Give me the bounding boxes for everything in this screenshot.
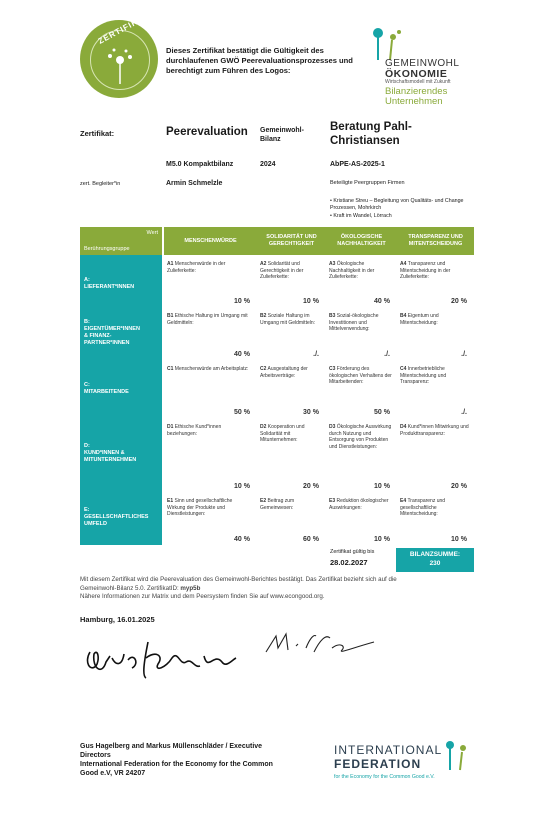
matrix-cell xyxy=(167,313,252,360)
cell-text: Ökologische Nachhaltigkeit in der Zulieferkette: xyxy=(329,261,375,280)
cell-text: Ausgestaltung der Arbeitsverträge: xyxy=(260,366,308,379)
cell-value: 10 % xyxy=(451,536,467,543)
cell-description xyxy=(260,498,321,511)
cert-id: AbPE-AS-2025-1 xyxy=(330,161,385,168)
federation-logo-icon xyxy=(440,738,470,772)
companion-name: Armin Schmelzle xyxy=(166,180,223,187)
cell-description xyxy=(167,424,252,437)
cell-code: B1 xyxy=(167,313,174,319)
cell-description xyxy=(329,424,392,450)
matrix-cell xyxy=(260,313,321,360)
cell-text: Reduktion ökologischer Auswirkungen: xyxy=(329,498,389,511)
cell-value: 40 % xyxy=(234,351,250,358)
cell-text: Ökologische Auswirkung durch Nutzung und Entsorgung von Produkten und Dienstleistungen: xyxy=(329,424,392,450)
cell-code: E1 xyxy=(167,498,174,504)
signatories-line4: Good e.V, VR 24207 xyxy=(80,770,146,777)
matrix-cell xyxy=(329,498,392,545)
cell-value: 40 % xyxy=(374,298,390,305)
signatories xyxy=(80,742,320,778)
matrix-cell xyxy=(329,261,392,307)
cell-text: Menschenwürde am Arbeitsplatz: xyxy=(174,366,249,372)
federation-logo-line2: FEDERATION xyxy=(334,757,422,771)
cell-text: Beitrag zum Gemeinwesen: xyxy=(260,498,295,511)
cell-value: 20 % xyxy=(451,483,467,490)
matrix-cell xyxy=(400,498,469,545)
cell-code: E3 xyxy=(329,498,336,504)
cell-code: B4 xyxy=(400,313,407,319)
matrix-cell xyxy=(400,313,469,360)
signature-left xyxy=(82,632,242,682)
matrix-cell xyxy=(329,313,392,360)
cell-value: 50 % xyxy=(374,409,390,416)
matrix-cell xyxy=(400,261,469,307)
cell-description xyxy=(400,424,469,437)
cell-text: Ethische Haltung im Umgang mit Geldmitteln: xyxy=(167,313,248,326)
cell-description xyxy=(167,366,252,373)
matrix-cell xyxy=(260,498,321,545)
federation-logo-line3: for the Economy for the Common Good e.V. xyxy=(334,774,435,780)
cell-code: D4 xyxy=(400,424,407,430)
footer-line2 xyxy=(80,585,500,594)
bilanzsumme-box xyxy=(396,548,474,572)
bilanzsumme-label: BILANZSUMME: xyxy=(409,551,461,558)
cell-text: Solidarität und Gerechtigkeit in der Zulieferkette: xyxy=(260,261,304,280)
matrix-corner xyxy=(80,227,162,255)
signatories-line1: Gus Hagelberg and Markus Müllenschläder / Executive xyxy=(80,743,263,750)
cell-code: E2 xyxy=(260,498,267,504)
cell-text: Kooperation und Solidarität mit Mitunternehmen: xyxy=(260,424,305,443)
cell-code: D3 xyxy=(329,424,336,430)
intro-text: Dieses Zertifikat bestätigt die Gültigkeit des durchlaufenen GWÖ Peerevaluationsprozesses und berechtigt zum Führen des Logos: xyxy=(166,46,353,75)
cell-description xyxy=(167,261,252,274)
cell-value: 60 % xyxy=(303,536,319,543)
balance-version: M5.0 Kompaktbilanz xyxy=(166,161,234,168)
cell-description xyxy=(329,366,392,386)
cell-description xyxy=(329,313,392,333)
gwoe-logo-line5: Unternehmen xyxy=(385,96,443,107)
footer-text xyxy=(80,576,500,602)
cell-text: Innerbetriebliche Mitentscheidung und Transparenz: xyxy=(400,366,447,385)
footer-line1: Mit diesem Zertifikat wird die Peerevaluation des Gemeinwohl-Berichtes bestätigt. Das Zertifikat bezieht sich auf die xyxy=(80,576,397,583)
column-header: TRANSPARENZ UND MITENTSCHEIDUNG xyxy=(397,227,474,255)
matrix-cell xyxy=(167,498,252,545)
cell-text: Menschenwürde in der Zulieferkette: xyxy=(167,261,226,274)
place-date: Hamburg, 16.01.2025 xyxy=(80,615,155,624)
cell-description xyxy=(400,313,469,326)
signature-right xyxy=(262,628,382,658)
cell-value: 40 % xyxy=(234,536,250,543)
cell-code: A1 xyxy=(167,261,174,267)
cell-value: 50 % xyxy=(234,409,250,416)
cell-description xyxy=(329,498,392,511)
cell-value: 10 % xyxy=(303,298,319,305)
column-header: ÖKOLOGISCHE NACHHALTIGKEIT xyxy=(326,227,397,255)
peer-item: • Kraft im Wandel, Lörrach xyxy=(330,213,392,219)
cell-code: C4 xyxy=(400,366,407,372)
cell-description xyxy=(260,366,321,379)
cell-value: ./. xyxy=(461,409,467,416)
cell-text: Ethische Kund*innen beziehungen: xyxy=(167,424,222,437)
matrix-cell xyxy=(400,424,469,492)
cell-code: C3 xyxy=(329,366,336,372)
cell-text: Soziale Haltung im Umgang mit Geldmitteln: xyxy=(260,313,316,326)
footer-line3: Nähere Informationen zur Matrix und dem Peersystem finden Sie auf www.econgood.org. xyxy=(80,593,325,600)
cell-code: B2 xyxy=(260,313,267,319)
gwoe-logo-icon xyxy=(366,26,406,62)
corner-group-label: Berührungsgruppe xyxy=(84,246,130,252)
company-name: Beratung Pahl-Christiansen xyxy=(330,121,412,147)
signatories-line2: Directors xyxy=(80,752,111,759)
matrix-cell xyxy=(400,366,469,418)
gwoe-logo-tagline: Wirtschaftsmodell mit Zukunft xyxy=(385,79,451,85)
cell-description xyxy=(329,261,392,281)
cell-description xyxy=(260,424,321,444)
cell-code: A4 xyxy=(400,261,407,267)
cell-description xyxy=(167,498,252,518)
cell-value: 30 % xyxy=(303,409,319,416)
cell-code: A2 xyxy=(260,261,267,267)
cell-text: Sinn und gesellschaftliche Wirkung der Produkte und Dienstleistungen: xyxy=(167,498,233,517)
cell-text: Förderung des ökologischen Verhaltens der Mitarbeitenden: xyxy=(329,366,392,385)
footer-id-prefix: Gemeinwohl-Bilanz 5.0. ZertifikatID: xyxy=(80,584,181,592)
validity-label: Zertifikat gültig bis xyxy=(330,549,375,555)
cell-value: 10 % xyxy=(374,483,390,490)
cell-value: 10 % xyxy=(234,298,250,305)
cell-value: ./. xyxy=(461,351,467,358)
matrix-cell xyxy=(167,424,252,492)
federation-logo-line1: INTERNATIONAL xyxy=(334,743,443,757)
cell-text: Transparenz und Mitentscheidung in der Zulieferkette: xyxy=(400,261,451,280)
row-label: B: EIGENTÜMER*INNEN & FINANZ- PARTNER*INNEN xyxy=(84,319,140,346)
matrix-cell xyxy=(329,366,392,418)
cell-text: Eigentum und Mitentscheidung: xyxy=(400,313,439,326)
peers-label: Beteiligte Peergruppen Firmen xyxy=(330,180,405,186)
balance-year: 2024 xyxy=(260,161,276,168)
matrix-cell xyxy=(260,261,321,307)
cell-value: 10 % xyxy=(374,536,390,543)
cell-code: D2 xyxy=(260,424,267,430)
cell-value: 20 % xyxy=(303,483,319,490)
matrix-cell xyxy=(167,366,252,418)
cell-code: A3 xyxy=(329,261,336,267)
gwoe-logo-line1: GEMEINWOHL xyxy=(385,58,460,69)
cell-description xyxy=(167,313,252,326)
row-label: C: MITARBEITENDE xyxy=(84,382,129,395)
corner-value-label: Wert xyxy=(146,230,158,236)
cell-code: D1 xyxy=(167,424,174,430)
certificate-id: myp5b xyxy=(180,584,201,592)
cert-type: Peerevaluation xyxy=(166,126,248,138)
seal-text: ZERTIFIKAT xyxy=(96,11,151,46)
cell-code: C1 xyxy=(167,366,174,372)
cell-description xyxy=(260,261,321,281)
column-header: SOLIDARITÄT UND GERECHTIGKEIT xyxy=(257,227,326,255)
matrix-cell xyxy=(260,366,321,418)
cell-value: ./. xyxy=(384,351,390,358)
cell-value: 10 % xyxy=(234,483,250,490)
dandelion-icon xyxy=(100,48,140,88)
cell-text: Kund*innen Mitwirkung und Produkttransparenz: xyxy=(400,424,469,437)
row-labels-column xyxy=(80,255,162,545)
cell-value: 20 % xyxy=(451,298,467,305)
validity-date: 28.02.2027 xyxy=(330,558,368,567)
cell-description xyxy=(260,313,321,326)
gwoe-logo-line4: Bilanzierendes xyxy=(385,86,448,97)
cell-description xyxy=(400,366,469,386)
cell-text: Transparenz und gesellschaftliche Mitentscheidung: xyxy=(400,498,446,517)
gwoe-logo-line2: ÖKONOMIE xyxy=(385,68,448,80)
cell-code: E4 xyxy=(400,498,407,504)
cell-value: ./. xyxy=(313,351,319,358)
row-label: D: KUND*INNEN & MITUNTERNEHMEN xyxy=(84,443,137,463)
cell-description xyxy=(400,261,469,281)
cell-text: Sozial-ökologische Investitionen und Mittelverwendung: xyxy=(329,313,379,332)
column-header: MENSCHENWÜRDE xyxy=(164,227,257,255)
peer-item: • Kristiane Streu – Begleitung von Qualitäts- und Change Prozessen, Mohrkirch xyxy=(330,198,464,211)
row-label: A: LIEFERANT*INNEN xyxy=(84,277,135,290)
bilanzsumme-value: 230 xyxy=(429,560,441,567)
companion-label: zert. Begleiter*in xyxy=(80,181,121,187)
cell-code: B3 xyxy=(329,313,336,319)
cell-description xyxy=(400,498,469,518)
matrix-cell xyxy=(167,261,252,307)
cert-label: Zertifikat: xyxy=(80,129,115,138)
cell-code: C2 xyxy=(260,366,267,372)
signatories-line3: International Federation for the Economy for the Common xyxy=(80,761,273,768)
matrix-cell xyxy=(260,424,321,492)
matrix-cell xyxy=(329,424,392,492)
balance-label: Gemeinwohl-Bilanz xyxy=(260,127,304,143)
row-label: E: GESELLSCHAFTLICHES UMFELD xyxy=(84,507,149,527)
